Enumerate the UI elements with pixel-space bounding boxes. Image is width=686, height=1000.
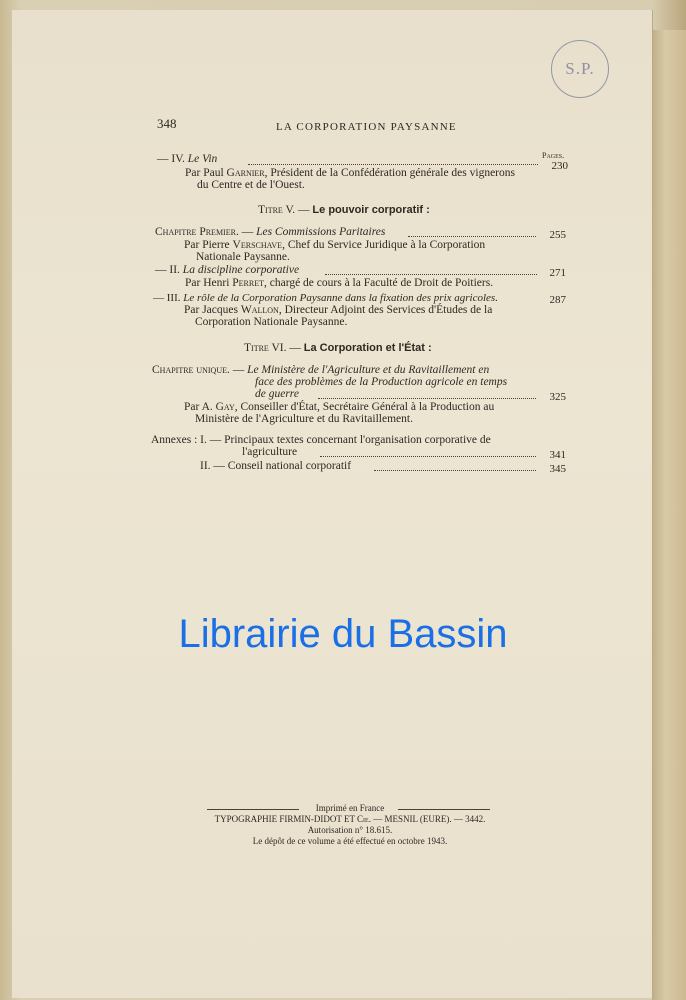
- colophon-line: Le dépôt de ce volume a été effectué en octobre 1943.: [252, 836, 448, 846]
- colophon-line: TYPOGRAPHIE FIRMIN-DIDOT ET Cie. — MESNIL (EURE). — 3442.: [214, 814, 486, 824]
- toc-entry-title: Chapitre unique. — Le Ministère de l'Agriculture et du Ravitaillement en: [152, 364, 490, 376]
- toc-author-line: Corporation Nationale Paysanne.: [195, 316, 348, 328]
- section-heading: Titre V. — Le pouvoir corporatif :: [258, 204, 430, 216]
- toc-entry-title: Chapitre Premier. — Les Commissions Paritaires: [155, 226, 386, 238]
- toc-page-number: 255: [549, 229, 566, 241]
- running-title: LA CORPORATION PAYSANNE: [276, 121, 457, 133]
- toc-page-number: 271: [549, 267, 566, 279]
- toc-page-number: 325: [549, 391, 566, 403]
- toc-entry-title: — IV. Le Vin: [157, 153, 218, 165]
- toc-author-line: du Centre et de l'Ouest.: [197, 179, 305, 191]
- toc-entry-title-cont: face des problèmes de la Production agricole en temps: [255, 376, 508, 388]
- leader-dots: [248, 164, 538, 165]
- leader-dots: [325, 274, 537, 275]
- toc-author-line: Par A. Gay, Conseiller d'État, Secrétaire Général à la Production au: [184, 401, 495, 413]
- toc-author-line: Par Pierre Verschave, Chef du Service Juridique à la Corporation: [184, 239, 486, 251]
- leader-dots: [408, 236, 536, 237]
- colophon-line: Imprimé en France: [315, 803, 385, 813]
- toc-author-line: Par Jacques Wallon, Directeur Adjoint des Services d'Études de la: [184, 304, 493, 316]
- toc-entry-title: — II. La discipline corporative: [155, 264, 300, 276]
- toc-author-line: Par Henri Perret, chargé de cours à la Faculté de Droit de Poitiers.: [185, 277, 494, 289]
- annex-entry-cont: l'agriculture: [242, 446, 298, 458]
- section-heading: Titre VI. — La Corporation et l'État :: [244, 342, 432, 354]
- toc-page-number: 287: [549, 294, 566, 306]
- pages-column-label: Pages.: [542, 151, 565, 160]
- adjacent-page-edge: [652, 30, 686, 1000]
- toc-page-number: 345: [549, 463, 566, 475]
- toc-entry-title-cont: de guerre: [255, 388, 299, 400]
- bookseller-watermark: Librairie du Bassin: [178, 612, 508, 656]
- toc-page-number: 230: [551, 160, 568, 172]
- annex-entry: Annexes : I. — Principaux textes concernant l'organisation corporative de: [151, 434, 491, 446]
- colophon-line: Autorisation n° 18.615.: [307, 825, 393, 835]
- stamp-text: S.P.: [565, 59, 595, 78]
- toc-page-number: 341: [549, 449, 566, 461]
- leader-dots: [374, 470, 536, 471]
- toc-author-line: Par Paul Garnier, Président de la Confédération générale des vignerons: [185, 167, 515, 179]
- annex-entry: II. — Conseil national corporatif: [200, 460, 352, 472]
- page-number: 348: [157, 116, 177, 131]
- library-stamp: [551, 40, 609, 98]
- toc-entry-title: — III. Le rôle de la Corporation Paysanne dans la fixation des prix agricoles.: [153, 292, 498, 304]
- leader-dots: [318, 398, 536, 399]
- toc-author-line: Nationale Paysanne.: [196, 251, 290, 263]
- toc-author-line: Ministère de l'Agriculture et du Ravitaillement.: [195, 413, 413, 425]
- leader-dots: [320, 456, 536, 457]
